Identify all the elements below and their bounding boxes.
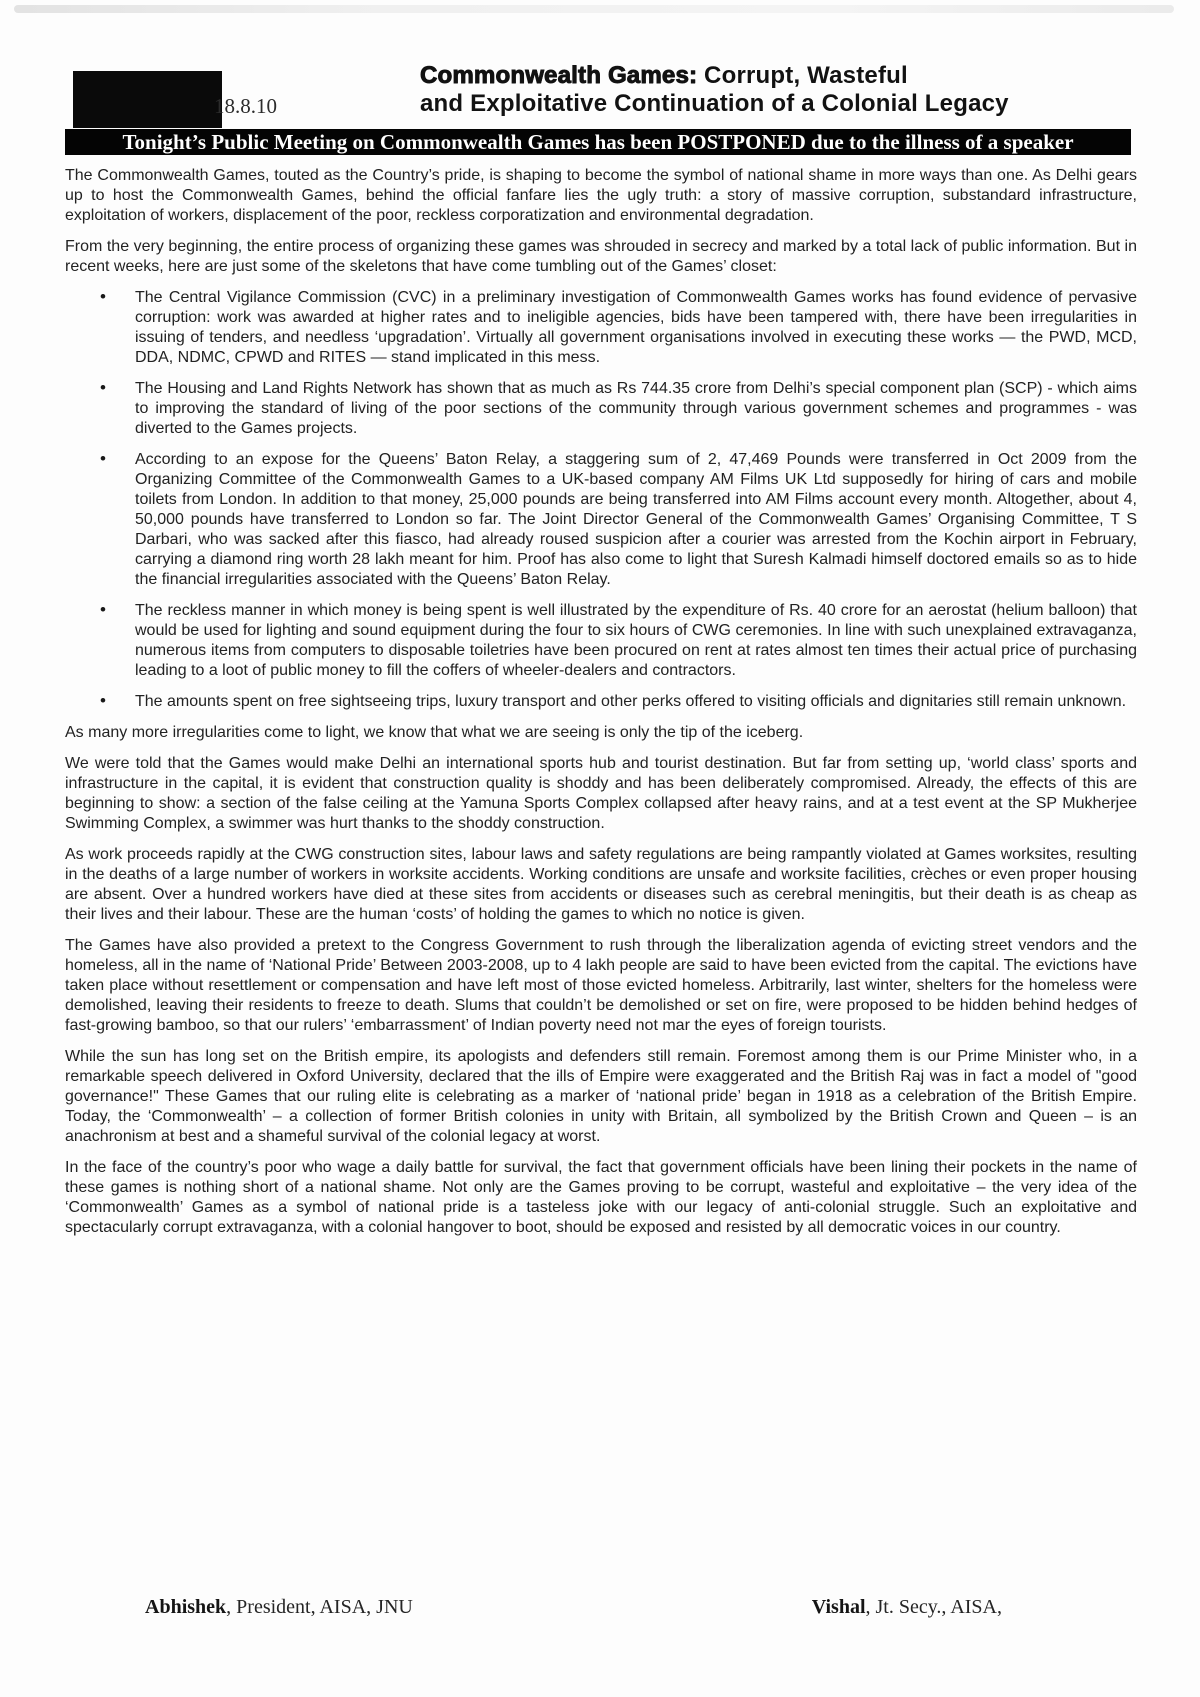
bullet-item: • The Central Vigilance Commission (CVC) in a preliminary investigation of Commonwealth Games works has found evidence of pervasive corruption: work was awarded at higher rates and to ineligible agencies, bids have been tampered with, there have been irregularities in issuing of tenders, and needless ‘upgradation’. Virtually all government organisations involved in executing these works — the PWD, MCD, DDA, NDMC, CPWD and RITES — stand implicated in this mess. (135, 288, 1137, 368)
paragraph: In the face of the country’s poor who wage a daily battle for survival, the fact that government officials have been lining their pockets in the name of these games is nothing short of a national shame. Not only are the Games proving to be corrupt, wasteful and exploitative – the very idea of the ‘Commonwealth’ Games as a symbol of national pride is a tasteless joke with our legacy of anti-colonial struggle. Such an exploitative and spectacularly corrupt extravaganza, with a colonial hangover to boot, should be exposed and resisted by all democratic voices in our country. (65, 1159, 1137, 1236)
bullet-list (65, 288, 1137, 712)
signature-right (812, 1596, 1002, 1619)
title-strong: Commonwealth Games: (420, 62, 698, 89)
date-label: 18.8.10 (214, 94, 277, 118)
signature-left-name: Abhishek (145, 1596, 227, 1618)
paragraph: We were told that the Games would make Delhi an international sports hub and tourist destination. But far from setting up, ‘world class’ sports and infrastructure in the capital, it is evident that construction quality is shoddy and has been deliberately compromised. Already, the effects of this are beginning to show: a section of the false ceiling at the Yamuna Sports Complex collapsed after heavy rains, and at a test event at the SP Mukherjee Swimming Complex, a swimmer was hurt thanks to the shoddy construction. (65, 755, 1137, 832)
title-line-1-rest: Corrupt, Wasteful (697, 62, 908, 89)
bullet-item: • The Housing and Land Rights Network has shown that as much as Rs 744.35 crore from Delhi’s special component plan (SCP) - which aims to improving the standard of living of the poor sections of the community through various government schemes and programmes - was diverted to the Games projects. (135, 379, 1137, 439)
paragraph: The Games have also provided a pretext to the Congress Government to rush through the liberalization agenda of evicting street vendors and the homeless, all in the name of ‘National Pride’ Between 2003-2008, up to 4 lakh people are said to have been evicted from the capital. The evictions have taken place without resettlement or compensation and have left most of those evicted homeless. Arbitrarily, last winter, shelters for the homeless were demolished, leaving their residents to freeze to death. Slums that couldn’t be demolished or set on fire, were proposed to be hidden behind hedges of fast-growing bamboo, so that our rulers’ ‘embarrassment’ of Indian poverty need not mar the eyes of foreign tourists. (65, 937, 1137, 1034)
signatures (65, 1596, 1137, 1619)
page-title (420, 62, 1009, 118)
body-text (65, 166, 1137, 1238)
scan-artifact-top (14, 5, 1174, 13)
header (65, 60, 1142, 129)
signature-left (145, 1596, 413, 1619)
title-line-1 (420, 62, 1009, 90)
bullet-item: • According to an expose for the Queens’ Baton Relay, a staggering sum of 2, 47,469 Pounds were transferred in Oct 2009 from the Organizing Committee of the Commonwealth Games to a UK-based company AM Films UK Ltd supposedly for hiring of cars and mobile toilets from London. In addition to that money, 25,000 pounds are being transferred into AM Films account every month. Altogether, about 4, 50,000 pounds have transferred to London so far. The Joint Director General of the Commonwealth Games’ Organising Committee, T S Darbari, who was sacked after this fiasco, had already roused suspicion after a courier was arrested from the Kochin airport in February, carrying a diamond ring worth 28 lakh meant for him. Proof has also come to light that Suresh Kalmadi himself doctored emails so as to hide the financial irregularities associated with the Queens’ Baton Relay. (135, 450, 1137, 590)
paragraph-intro-1: The Commonwealth Games, touted as the Country’s pride, is shaping to become the symbol of national shame in more ways than one. As Delhi gears up to host the Commonwealth Games, behind the official fanfare lies the ugly truth: a story of massive corruption, substandard infrastructure, exploitation of workers, displacement of the poor, reckless corporatization and environmental degradation. (65, 167, 1137, 224)
redacted-logo-box (73, 71, 222, 128)
signature-left-role: , President, AISA, JNU (226, 1596, 413, 1618)
bullet-item: • The reckless manner in which money is being spent is well illustrated by the expenditure of Rs. 40 crore for an aerostat (helium balloon) that would be used for lighting and sound equipment during the four to six hours of CWG ceremonies. In line with such unexplained extravaganza, numerous items from computers to disposable toiletries have been procured on rent at rates almost ten times their actual price of purchasing leading to a loot of public money to fill the coffers of wheeler-dealers and contractors. (135, 601, 1137, 681)
paragraph: As work proceeds rapidly at the CWG construction sites, labour laws and safety regulations are being rampantly violated at Games worksites, resulting in the deaths of a large number of workers in worksite accidents. Working conditions are unsafe and worksite facilities, crèches or even proper housing are absent. Over a hundred workers have died at these sites from accidents or diseases such as cerebral meningitis, but their death is as cheap as their lives and their labour. These are the human ‘costs’ of holding the games to which no notice is given. (65, 846, 1137, 923)
postponed-banner: Tonight’s Public Meeting on Commonwealth Games has been POSTPONED due to the illness of a speaker (65, 129, 1131, 155)
bullet-item: • The amounts spent on free sightseeing trips, luxury transport and other perks offered to visiting officials and dignitaries still remain unknown. (135, 692, 1137, 712)
title-line-2: and Exploitative Continuation of a Colonial Legacy (420, 90, 1009, 117)
paragraph: As many more irregularities come to light, we know that what we are seeing is only the tip of the iceberg. (65, 724, 804, 741)
signature-right-role: , Jt. Secy., AISA, (865, 1596, 1002, 1618)
paragraph-intro-2: From the very beginning, the entire process of organizing these games was shrouded in secrecy and marked by a total lack of public information. But in recent weeks, here are just some of the skeletons that have come tumbling out of the Games’ closet: (65, 238, 1137, 275)
signature-right-name: Vishal (811, 1596, 866, 1618)
paragraph: While the sun has long set on the British empire, its apologists and defenders still remain. Foremost among them is our Prime Minister who, in a remarkable speech delivered in Oxford University, declared that the ills of Empire were exaggerated and the British Raj was in fact a model of "good governance!" These Games that our ruling elite is celebrating as a marker of ‘national pride’ began in 1918 as a celebration of the British Empire. Today, the ‘Commonwealth’ – a collection of former British colonies in unity with Britain, all symbolized by the British Crown and Queen – is an anachronism at best and a shameful survival of the colonial legacy at worst. (65, 1048, 1137, 1145)
